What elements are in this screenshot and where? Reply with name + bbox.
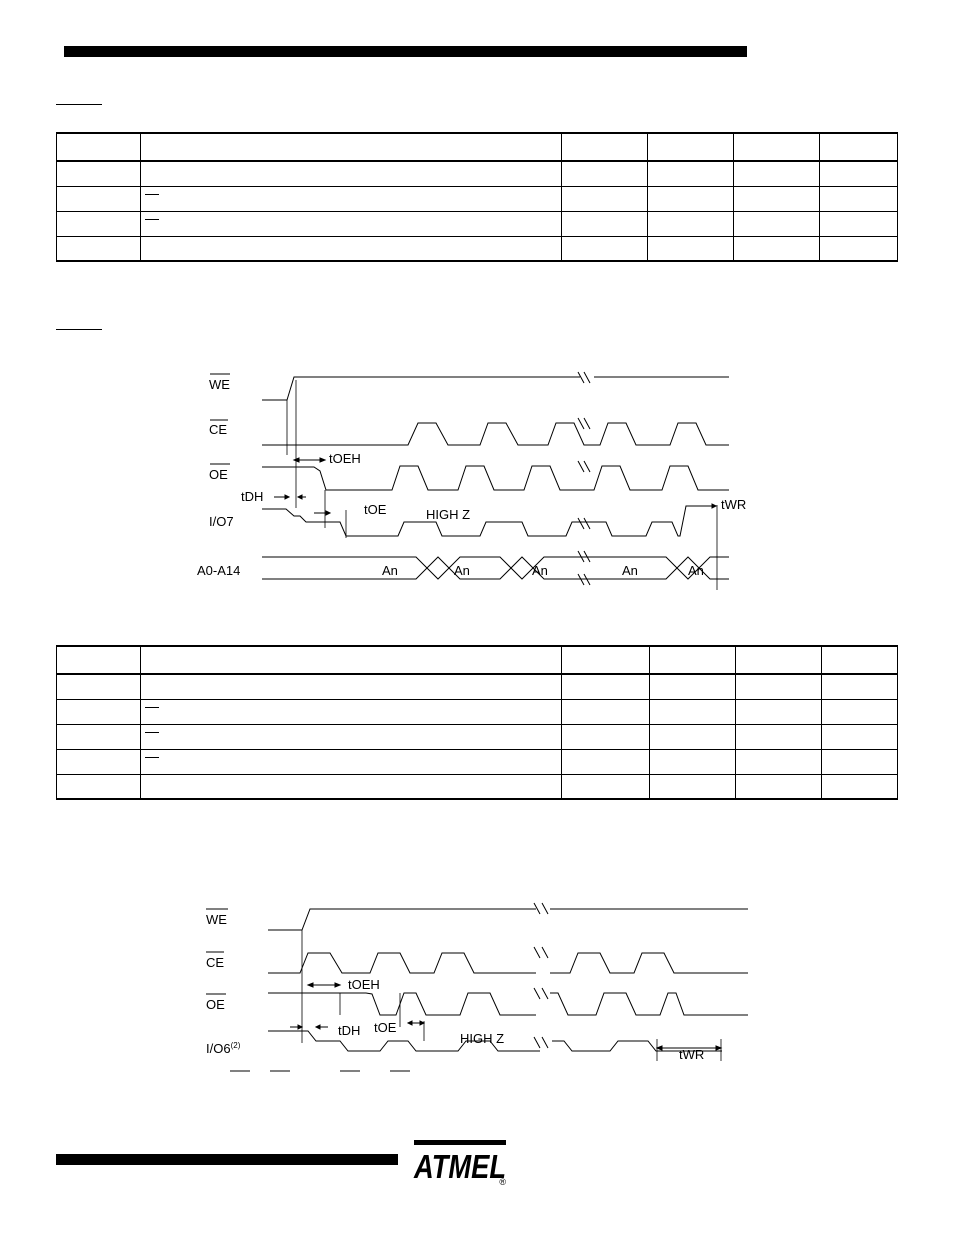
signal-oe: OE	[209, 467, 228, 482]
section-rule-2	[56, 329, 102, 330]
table-cell	[562, 161, 648, 186]
overbar-mark	[145, 732, 159, 733]
table-cell	[140, 236, 561, 261]
signal-io6: I/O6$^{(2)}$	[206, 1041, 241, 1056]
table-row	[57, 236, 898, 261]
table-cell	[822, 724, 898, 749]
label-highz: HIGH Z	[460, 1031, 505, 1046]
table-cell	[648, 161, 734, 186]
table-row	[57, 699, 898, 724]
table-cell	[140, 774, 561, 799]
table-cell	[648, 186, 734, 211]
table-cell	[736, 646, 822, 674]
table-cell	[562, 236, 648, 261]
table-cell	[562, 674, 650, 699]
label-toe: tOE	[364, 502, 387, 517]
io-footnote: (2)	[230, 1041, 241, 1050]
timing-parameters-table-1	[56, 132, 898, 262]
table-cell	[57, 236, 141, 261]
table-cell	[648, 133, 734, 161]
table-cell	[562, 699, 650, 724]
signal-address: A0-A14	[197, 563, 241, 578]
svg-text:®: ®	[499, 1177, 506, 1187]
signal-we: WE	[206, 912, 227, 927]
label-toe: tOE	[374, 1020, 397, 1035]
table-cell	[822, 774, 898, 799]
table-row	[57, 186, 898, 211]
table-cell	[57, 674, 141, 699]
table-cell	[650, 646, 736, 674]
table-cell	[562, 133, 648, 161]
table-cell	[562, 774, 650, 799]
table-cell	[562, 211, 648, 236]
table-row	[57, 211, 898, 236]
table-cell	[734, 133, 820, 161]
address-label: An	[454, 563, 470, 578]
table-cell	[140, 646, 561, 674]
table-cell	[820, 236, 898, 261]
table-cell	[140, 211, 561, 236]
address-label: An	[532, 563, 548, 578]
table-cell	[57, 161, 141, 186]
signal-we: WE	[209, 377, 230, 392]
signal-io7: I/O7	[209, 514, 234, 529]
table-cell	[140, 133, 561, 161]
table-cell	[736, 674, 822, 699]
overbar-mark	[145, 194, 159, 195]
table-cell	[736, 774, 822, 799]
table-cell	[562, 724, 650, 749]
svg-text:ATMEL: ATMEL	[413, 1148, 506, 1185]
label-toeh: tOEH	[348, 977, 380, 992]
table-cell	[562, 186, 648, 211]
table-header-row	[57, 133, 898, 161]
header-bar	[64, 46, 747, 57]
label-tdh: tDH	[241, 489, 264, 504]
table-cell	[140, 699, 561, 724]
table-cell	[820, 186, 898, 211]
label-twr: tWR	[679, 1047, 705, 1062]
table-cell	[140, 161, 561, 186]
table-cell	[650, 724, 736, 749]
table-cell	[822, 674, 898, 699]
signal-ce: CE	[209, 422, 228, 437]
table-row	[57, 749, 898, 774]
table-header-row	[57, 646, 898, 674]
signal-oe: OE	[206, 997, 225, 1012]
table-cell	[650, 699, 736, 724]
overbar-mark	[145, 219, 159, 220]
table-cell	[820, 133, 898, 161]
table-row	[57, 161, 898, 186]
label-twr: tWR	[721, 497, 747, 512]
signal-ce: CE	[206, 955, 225, 970]
table-cell	[57, 749, 141, 774]
timing-diagram-1	[190, 360, 760, 600]
table-cell	[57, 133, 141, 161]
label-tdh: tDH	[338, 1023, 361, 1038]
table-cell	[650, 749, 736, 774]
table-cell	[648, 236, 734, 261]
label-highz: HIGH Z	[426, 507, 471, 522]
table-cell	[650, 674, 736, 699]
table-cell	[736, 749, 822, 774]
table-cell	[734, 161, 820, 186]
table-cell	[562, 749, 650, 774]
table-cell	[820, 161, 898, 186]
table-cell	[57, 186, 141, 211]
atmel-logo	[410, 1137, 510, 1187]
table-row	[57, 774, 898, 799]
table-cell	[734, 186, 820, 211]
footer-bar	[56, 1154, 398, 1165]
table-cell	[140, 674, 561, 699]
overbar-mark	[145, 757, 159, 758]
address-label: An	[688, 563, 704, 578]
table-cell	[140, 724, 561, 749]
table-cell	[822, 749, 898, 774]
timing-diagram-2	[190, 895, 760, 1085]
table-cell	[57, 646, 141, 674]
section-rule-1	[56, 104, 102, 105]
table-cell	[736, 699, 822, 724]
table-cell	[822, 699, 898, 724]
label-toeh: tOEH	[329, 451, 361, 466]
table-cell	[648, 211, 734, 236]
timing-parameters-table-2	[56, 645, 898, 800]
table-cell	[140, 749, 561, 774]
overbar-mark	[145, 707, 159, 708]
table-cell	[57, 774, 141, 799]
table-cell	[140, 186, 561, 211]
address-label: An	[622, 563, 638, 578]
table-cell	[734, 211, 820, 236]
table-cell	[57, 699, 141, 724]
table-cell	[734, 236, 820, 261]
table-cell	[57, 211, 141, 236]
table-cell	[822, 646, 898, 674]
table-cell	[562, 646, 650, 674]
address-label: An	[382, 563, 398, 578]
table-cell	[820, 211, 898, 236]
table-row	[57, 674, 898, 699]
table-row	[57, 724, 898, 749]
table-cell	[57, 724, 141, 749]
table-cell	[736, 724, 822, 749]
table-cell	[650, 774, 736, 799]
